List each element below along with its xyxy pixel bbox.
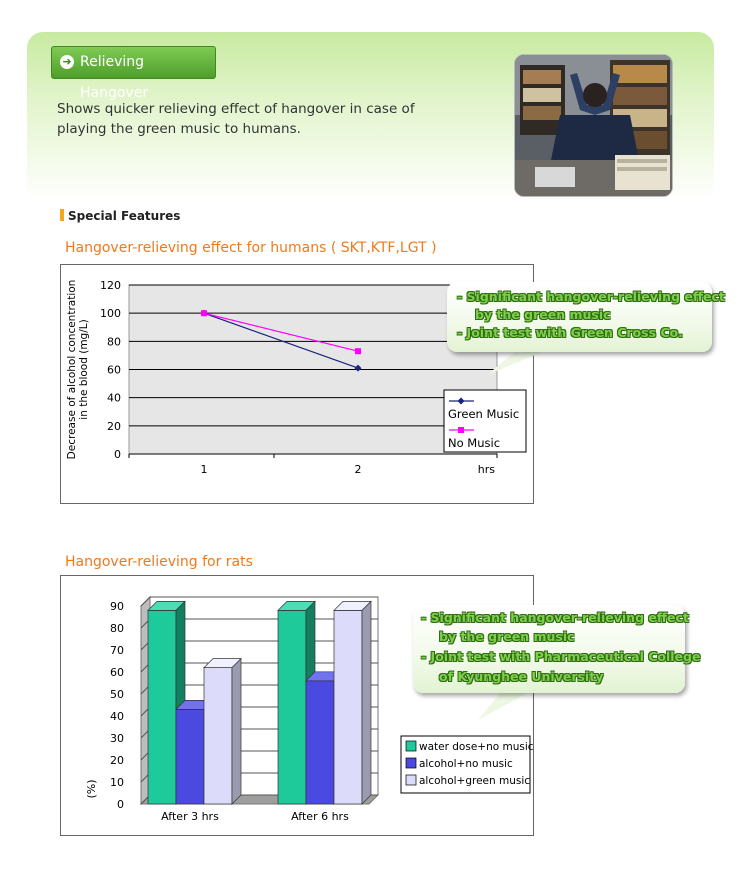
data-point-no-music <box>355 348 361 354</box>
person-relaxing-illustration <box>515 55 673 197</box>
chart2-annotation-bubble <box>413 605 701 725</box>
y-tick-label: 40 <box>110 710 124 723</box>
heading-marker-icon <box>60 209 64 221</box>
x-tick-label: After 3 hrs <box>161 810 219 823</box>
y-tick-label: 70 <box>110 644 124 657</box>
chart1-annotation-line1: - Significant hangover-relieving effect <box>457 289 725 304</box>
y-tick-label: 20 <box>107 419 121 433</box>
y-tick-label: 80 <box>107 335 121 349</box>
hero-description <box>57 99 447 139</box>
arrow-right-icon: ➜ <box>60 55 74 69</box>
y-tick-label: 90 <box>110 600 124 613</box>
legend-label-water-dose-no-music: water dose+no music <box>419 741 534 753</box>
y-tick-label: 30 <box>110 732 124 745</box>
legend-marker-no-music <box>458 427 464 433</box>
chart2-annotation-line3: - Joint test with Pharmaceutical College <box>421 649 701 664</box>
y-tick-label: 50 <box>110 688 124 701</box>
chart2-annotation-line4: of Kyunghee University <box>439 669 604 684</box>
chart1-annotation-bubble <box>447 282 725 377</box>
bar-side-alcohol-green-music <box>232 659 241 804</box>
y-axis-label-line1: Decrease of alcohol concentration <box>66 279 78 460</box>
y-tick-label: 40 <box>107 391 121 405</box>
special-features-heading <box>60 209 180 223</box>
y-tick-label: 60 <box>107 363 121 377</box>
chart2-title: Hangover-relieving for rats <box>65 554 253 570</box>
special-features-label: Special Features <box>68 209 181 223</box>
y-tick-label: 100 <box>100 307 121 321</box>
bar-alcohol-no-music <box>306 681 334 804</box>
legend-swatch-water-dose-no-music <box>406 741 416 751</box>
x-tick-label: 2 <box>354 463 362 476</box>
y-tick-label: 120 <box>100 279 121 292</box>
legend-label-green-music: Green Music <box>448 407 520 421</box>
legend-swatch-alcohol-no-music <box>406 758 416 768</box>
y-tick-label: 20 <box>110 754 124 767</box>
chart1-annotation-line3: - Joint test with Green Cross Co. <box>457 325 683 340</box>
y-tick-label: 0 <box>117 798 124 811</box>
bar-alcohol-green-music <box>204 668 232 804</box>
x-axis-label: hrs <box>477 463 495 476</box>
y-tick-label: 60 <box>110 666 124 679</box>
hero-description-line2: playing the green music to humans. <box>57 121 301 137</box>
bar-alcohol-no-music <box>176 709 204 804</box>
y-axis-label-line2: in the blood (mg/L) <box>78 319 90 420</box>
x-tick-label: After 6 hrs <box>291 810 349 823</box>
person-relaxing-photo <box>514 54 673 197</box>
bar-alcohol-green-music <box>334 610 362 804</box>
chart2-annotation-line1: - Significant hangover-relieving effect <box>421 610 689 625</box>
y-tick-label: 0 <box>114 448 121 461</box>
bar-water-dose-no-music <box>148 610 176 804</box>
chart1-title: Hangover-relieving effect for humans ( SKT,KTF,LGT ) <box>65 240 437 256</box>
chart1-annotation-line2: by the green music <box>475 307 611 322</box>
hero-description-line1: Shows quicker relieving effect of hangover in case of <box>57 101 415 117</box>
legend-swatch-alcohol-green-music <box>406 775 416 785</box>
legend-label-no-music: No Music <box>448 436 501 450</box>
chart2-annotation-line2: by the green music <box>439 629 575 644</box>
bar-water-dose-no-music <box>278 610 306 804</box>
x-tick-label: 1 <box>200 463 208 476</box>
data-point-no-music <box>201 310 207 316</box>
relieving-hangover-tab[interactable] <box>51 46 216 101</box>
legend-label-alcohol-green-music: alcohol+green music <box>419 775 531 787</box>
hero-tab-label: Relieving Hangover <box>80 54 149 101</box>
bar-side-alcohol-green-music <box>362 601 371 804</box>
y-tick-label: 10 <box>110 776 124 789</box>
legend-label-alcohol-no-music: alcohol+no music <box>419 758 513 770</box>
y-axis-label: (%) <box>85 779 98 799</box>
y-tick-label: 80 <box>110 622 124 635</box>
